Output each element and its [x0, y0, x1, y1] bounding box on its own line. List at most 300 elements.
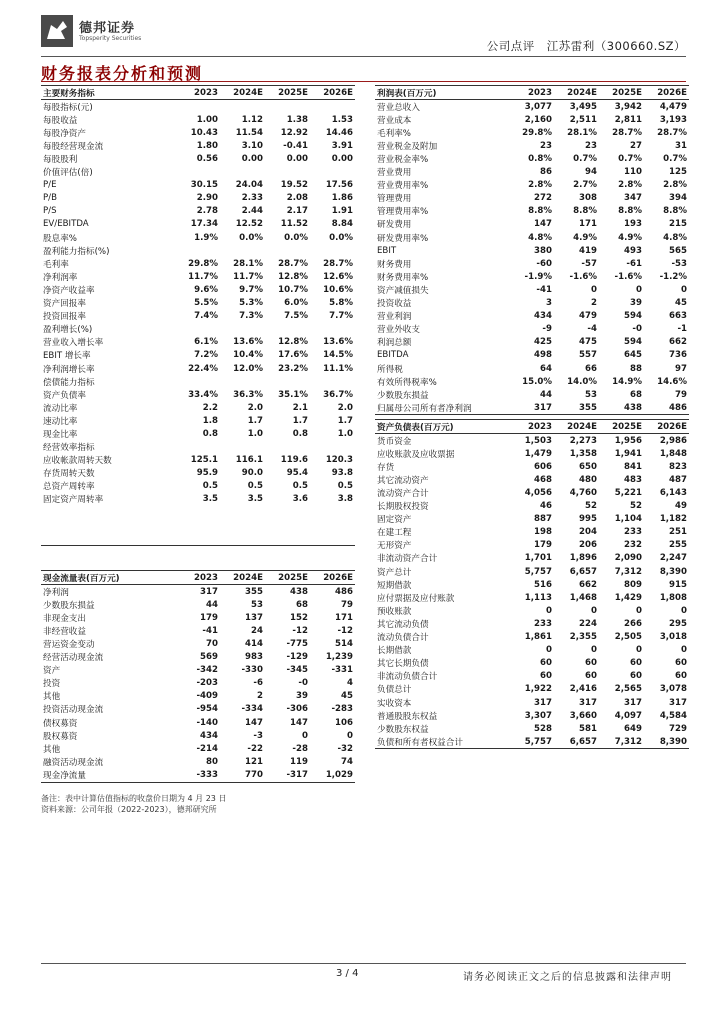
- cell-value: 49: [675, 501, 687, 512]
- cell-value: [310, 375, 355, 388]
- cell-value: 1.9%: [194, 232, 218, 243]
- cell-value: 8,390: [659, 566, 687, 577]
- cell-value: [310, 100, 355, 114]
- cell-value: 2,811: [614, 114, 642, 125]
- cell-value: 0.00: [331, 154, 353, 165]
- cell-value: 6,657: [569, 566, 597, 577]
- balance-sheet-table: [375, 419, 689, 749]
- column-header: 2024E: [554, 86, 599, 100]
- cell-value: 9.6%: [194, 284, 218, 295]
- row-label: 长期借款: [377, 646, 412, 657]
- table-row: [41, 624, 355, 637]
- cell-value: 3.6: [292, 494, 308, 505]
- cell-value: 88: [629, 363, 642, 374]
- cell-value: 13.6%: [323, 337, 353, 348]
- table-row: [41, 139, 355, 152]
- cell-value: 0: [681, 605, 687, 616]
- cell-value: 380: [534, 245, 552, 256]
- cell-value: 52: [584, 501, 597, 512]
- logo-icon: [41, 15, 73, 47]
- cell-value: [220, 441, 265, 454]
- cell-value: 0.5: [202, 481, 218, 492]
- row-label: 流动比率: [43, 403, 78, 414]
- cell-value: 0.0%: [284, 232, 308, 243]
- cell-value: 171: [579, 219, 597, 230]
- table-row: [375, 388, 689, 401]
- cell-value: 255: [669, 540, 687, 551]
- cell-value: 1,922: [524, 684, 552, 695]
- cell-value: 486: [644, 401, 689, 415]
- row-label: 债权募资: [43, 718, 78, 729]
- cell-value: 0.7%: [573, 154, 597, 165]
- section-title: 财务报表分析和预测: [41, 64, 204, 83]
- cell-value: 1.7: [337, 415, 353, 426]
- row-label: 投资收益: [377, 299, 412, 310]
- section-divider: [41, 81, 686, 82]
- row-label: 经营效率指标: [43, 443, 95, 454]
- cell-value: -4: [587, 324, 597, 335]
- cell-value: [310, 532, 355, 546]
- table-row: [41, 323, 355, 336]
- cell-value: 4,760: [569, 488, 597, 499]
- cell-value: 7,312: [614, 566, 642, 577]
- cell-value: 28.7%: [323, 258, 353, 269]
- cell-value: 2.78: [196, 206, 218, 217]
- cell-value: 2,986: [659, 435, 687, 446]
- cell-value: 60: [539, 671, 552, 682]
- cell-value: 14.9%: [612, 376, 642, 387]
- table-row: [41, 113, 355, 126]
- cell-value: 8.8%: [618, 206, 642, 217]
- cell-value: 1,239: [325, 652, 353, 663]
- row-label: 财务费用: [377, 259, 412, 270]
- cell-value: 0.0%: [239, 232, 263, 243]
- cell-value: 479: [579, 311, 597, 322]
- cell-value: 8.84: [331, 219, 353, 230]
- cell-value: 28.7%: [657, 127, 687, 138]
- column-header: 2024E: [554, 420, 599, 434]
- column-header: 2025E: [265, 86, 310, 100]
- cell-value: 5.3%: [239, 298, 263, 309]
- cell-value: 419: [579, 245, 597, 256]
- table-row: [375, 617, 689, 630]
- table-row: [375, 231, 689, 244]
- table-row: [41, 454, 355, 467]
- cell-value: 0.7%: [663, 154, 687, 165]
- cell-value: 22.4%: [188, 363, 218, 374]
- cell-value: 317: [200, 586, 218, 597]
- cell-value: 2.8%: [528, 180, 552, 191]
- key-metrics-table: [41, 85, 355, 546]
- cell-value: 1,896: [569, 553, 597, 564]
- cell-value: [175, 166, 220, 179]
- cell-value: 3: [545, 298, 552, 309]
- cell-value: 12.8%: [278, 271, 308, 282]
- cell-value: 31: [675, 140, 687, 151]
- table-row: [375, 139, 689, 152]
- column-header: 2025E: [599, 420, 644, 434]
- cell-value: 355: [245, 586, 263, 597]
- cell-value: 770: [220, 768, 265, 782]
- cell-value: 60: [629, 671, 642, 682]
- table-row: [41, 427, 355, 440]
- table-row: [375, 205, 689, 218]
- cell-value: 317: [669, 697, 687, 708]
- cell-value: 528: [534, 723, 552, 734]
- row-label: P/B: [43, 193, 57, 204]
- cell-value: 317: [624, 697, 642, 708]
- row-label: 价值评估(倍): [43, 168, 93, 179]
- cell-value: -1.6%: [614, 271, 642, 282]
- cell-value: 74: [341, 756, 353, 767]
- row-label: 所得税: [377, 364, 403, 375]
- column-header: 2023: [175, 571, 220, 585]
- cell-value: 45: [675, 298, 687, 309]
- cell-value: 487: [669, 474, 687, 485]
- cell-value: 4.9%: [573, 232, 597, 243]
- cell-value: 2.90: [196, 193, 218, 204]
- cell-value: 125: [669, 167, 687, 178]
- cell-value: -203: [196, 678, 218, 689]
- table-row: [41, 755, 355, 768]
- row-label: 非经营收益: [43, 626, 86, 637]
- table-row: [375, 500, 689, 513]
- footer-divider: [41, 963, 686, 964]
- cell-value: 4,097: [614, 710, 642, 721]
- cell-value: 729: [669, 723, 687, 734]
- row-label: [41, 519, 175, 532]
- row-label: 营业税金率%: [377, 155, 429, 166]
- cell-value: 53: [584, 389, 597, 400]
- cell-value: 11.1%: [323, 363, 353, 374]
- cell-value: 121: [245, 756, 263, 767]
- cell-value: 483: [624, 474, 642, 485]
- cell-value: 116.1: [235, 455, 263, 466]
- cell-value: 581: [579, 723, 597, 734]
- cell-value: [265, 519, 310, 532]
- cell-value: 171: [335, 612, 353, 623]
- cell-value: [265, 244, 310, 257]
- cell-value: 3,942: [614, 101, 642, 112]
- cell-value: 915: [669, 579, 687, 590]
- cell-value: 8.8%: [528, 206, 552, 217]
- row-label: 营业收入增长率: [43, 338, 104, 349]
- cell-value: 93.8: [331, 468, 353, 479]
- table-row: [375, 113, 689, 126]
- table-row: [375, 722, 689, 735]
- cell-value: 594: [624, 337, 642, 348]
- cell-value: -12: [292, 625, 308, 636]
- cell-value: [175, 506, 220, 519]
- row-label: 净利润增长率: [43, 364, 95, 375]
- row-label: [41, 532, 175, 546]
- table-row: [375, 696, 689, 709]
- cell-value: [175, 441, 220, 454]
- cell-value: 80: [205, 756, 218, 767]
- cell-value: 29.8%: [522, 127, 552, 138]
- cell-value: 1.0: [247, 428, 263, 439]
- cell-value: -57: [581, 258, 597, 269]
- cell-value: 5,757: [524, 566, 552, 577]
- cell-value: 1,429: [614, 592, 642, 603]
- table-row: [41, 401, 355, 414]
- cell-value: 206: [579, 540, 597, 551]
- cell-value: 1,861: [524, 632, 552, 643]
- table-row: [41, 244, 355, 257]
- row-label: 营业外收支: [377, 325, 420, 336]
- cell-value: 7.5%: [284, 311, 308, 322]
- cell-value: 0.5: [337, 481, 353, 492]
- cell-value: 4,056: [524, 488, 552, 499]
- table-row: [41, 677, 355, 690]
- cell-value: 317: [534, 697, 552, 708]
- row-label: 非现金支出: [43, 613, 86, 624]
- column-header: 2026E: [310, 571, 355, 585]
- cell-value: 2.2: [202, 402, 218, 413]
- row-label: 有效所得税率%: [377, 377, 437, 388]
- table-title: 利润表(百万元): [375, 86, 509, 100]
- cell-value: 125.1: [190, 455, 218, 466]
- cell-value: 4.8%: [663, 232, 687, 243]
- row-label: 毛利率: [43, 259, 69, 270]
- cell-value: 3.8: [337, 494, 353, 505]
- cell-value: 90.0: [241, 468, 263, 479]
- cell-value: 28.1%: [567, 127, 597, 138]
- table-row: [375, 473, 689, 486]
- cell-value: 14.0%: [567, 376, 597, 387]
- cell-value: 317: [509, 401, 554, 415]
- cell-value: 983: [245, 652, 263, 663]
- cell-value: 5,221: [614, 488, 642, 499]
- cell-value: -342: [196, 665, 218, 676]
- table-row: [375, 218, 689, 231]
- table-row: [375, 336, 689, 349]
- cell-value: 137: [245, 612, 263, 623]
- row-label: 少数股东损益: [43, 600, 95, 611]
- cell-value: 215: [669, 219, 687, 230]
- cell-value: 1,941: [614, 448, 642, 459]
- cell-value: 3.91: [331, 140, 353, 151]
- row-label: 存货周转天数: [43, 469, 95, 480]
- cell-value: 1.80: [196, 140, 218, 151]
- cell-value: 3.5: [202, 494, 218, 505]
- cell-value: 6.1%: [194, 337, 218, 348]
- row-label: 无形资产: [377, 541, 412, 552]
- cell-value: 95.9: [196, 468, 218, 479]
- table-row: [41, 166, 355, 179]
- row-label: 少数股东权益: [377, 724, 429, 735]
- cell-value: 147: [245, 717, 263, 728]
- row-label: 经营活动现金流: [43, 653, 104, 664]
- cell-value: [175, 100, 220, 114]
- cell-value: 14.6%: [657, 376, 687, 387]
- cell-value: 0: [681, 645, 687, 656]
- cell-value: 7.7%: [329, 311, 353, 322]
- cell-value: 10.7%: [278, 284, 308, 295]
- cell-value: 0.8: [292, 428, 308, 439]
- cell-value: 514: [335, 639, 353, 650]
- table-title: 主要财务指标: [41, 86, 175, 100]
- row-label: 短期借款: [377, 580, 412, 591]
- cell-value: -330: [241, 665, 263, 676]
- cell-value: 204: [579, 527, 597, 538]
- cell-value: 13.6%: [233, 337, 263, 348]
- cell-value: 0.5: [247, 481, 263, 492]
- cell-value: 198: [534, 527, 552, 538]
- cell-value: 19.52: [280, 180, 308, 191]
- cell-value: 0.00: [286, 154, 308, 165]
- row-label: 存货: [377, 462, 395, 473]
- cell-value: 486: [335, 586, 353, 597]
- cell-value: 7.3%: [239, 311, 263, 322]
- row-label: 净利润率: [43, 272, 78, 283]
- row-label: 长期股权投资: [377, 502, 429, 513]
- cell-value: 6.0%: [284, 298, 308, 309]
- cell-value: 1,182: [659, 514, 687, 525]
- cell-value: [265, 375, 310, 388]
- table-row: [375, 552, 689, 565]
- cell-value: 1,104: [614, 514, 642, 525]
- cell-value: -140: [196, 717, 218, 728]
- row-label: 投资: [43, 679, 61, 690]
- column-header: 2026E: [310, 86, 355, 100]
- cell-value: 475: [579, 337, 597, 348]
- cell-value: 887: [534, 514, 552, 525]
- cell-value: 2.0: [337, 402, 353, 413]
- cell-value: 9.7%: [239, 284, 263, 295]
- cell-value: 147: [290, 717, 308, 728]
- column-header: 2024E: [220, 571, 265, 585]
- cell-value: 0: [590, 645, 597, 656]
- cell-value: 0: [635, 284, 642, 295]
- row-label: 资产减值损失: [377, 285, 429, 296]
- cell-value: 60: [675, 658, 687, 669]
- table-row: [375, 434, 689, 448]
- cell-value: 0: [681, 284, 687, 295]
- cell-value: -345: [286, 665, 308, 676]
- table-row: [375, 565, 689, 578]
- table-row: [375, 362, 689, 375]
- cell-value: -61: [626, 258, 642, 269]
- cell-value: -53: [671, 258, 687, 269]
- row-label: 负债和所有者权益合计: [375, 735, 509, 749]
- cell-value: 44: [539, 389, 552, 400]
- cell-value: -6: [253, 678, 263, 689]
- cell-value: 4,479: [659, 101, 687, 112]
- table-row: [375, 526, 689, 539]
- cell-value: 0: [590, 284, 597, 295]
- row-label: 总资产周转率: [43, 482, 95, 493]
- table-row: [41, 506, 355, 519]
- row-label: 营业税金及附加: [377, 141, 438, 152]
- cell-value: 1,029: [310, 768, 355, 782]
- table-row: [41, 441, 355, 454]
- cell-value: 662: [579, 579, 597, 590]
- column-header: 2023: [509, 420, 554, 434]
- row-label: 其他: [43, 744, 61, 755]
- table-row: [375, 657, 689, 670]
- cell-value: 6,143: [659, 488, 687, 499]
- row-label: P/E: [43, 180, 57, 191]
- table-row: [41, 768, 355, 782]
- table-row: [375, 578, 689, 591]
- cell-value: 394: [669, 193, 687, 204]
- table-row: [375, 683, 689, 696]
- cell-value: 2.1: [292, 402, 308, 413]
- table-row: [41, 297, 355, 310]
- table-row: [375, 152, 689, 165]
- cell-value: 6,657: [554, 735, 599, 749]
- cell-value: 606: [534, 461, 552, 472]
- cell-value: 2,355: [569, 632, 597, 643]
- cell-value: 295: [669, 618, 687, 629]
- row-label: 现金净流量: [41, 768, 175, 782]
- cell-value: 8.8%: [573, 206, 597, 217]
- cell-value: 0.8: [202, 428, 218, 439]
- table-row: [41, 349, 355, 362]
- cell-value: 0.7%: [618, 154, 642, 165]
- row-label: 投资活动现金流: [43, 705, 104, 716]
- cell-value: [220, 375, 265, 388]
- cell-value: 0.5: [292, 481, 308, 492]
- row-label: 流动资产合计: [377, 489, 429, 500]
- table-row: [41, 742, 355, 755]
- cell-value: [310, 244, 355, 257]
- cell-value: 119: [290, 756, 308, 767]
- cell-value: 2,511: [569, 114, 597, 125]
- cell-value: 1.91: [331, 206, 353, 217]
- cell-value: 272: [534, 193, 552, 204]
- row-label: 偿债能力指标: [43, 377, 95, 388]
- row-label: EBIT: [377, 245, 397, 256]
- cell-value: 2,565: [614, 684, 642, 695]
- cell-value: 434: [534, 311, 552, 322]
- row-label: 每股股利: [43, 155, 78, 166]
- cell-value: 1,956: [614, 435, 642, 446]
- column-header: 2024E: [220, 86, 265, 100]
- table-row: [41, 414, 355, 427]
- table-row: [375, 447, 689, 460]
- cell-value: 70: [205, 639, 218, 650]
- table-row: [41, 480, 355, 493]
- cell-value: [175, 244, 220, 257]
- cell-value: 2,160: [524, 114, 552, 125]
- row-label: 非流动资产合计: [377, 554, 438, 565]
- table-row: [41, 205, 355, 218]
- row-label: 流动负债合计: [377, 633, 429, 644]
- cell-value: 3,495: [569, 101, 597, 112]
- cell-value: 1,358: [569, 448, 597, 459]
- row-label: 利润总额: [377, 338, 412, 349]
- table-row: [41, 703, 355, 716]
- cell-value: 28.7%: [612, 127, 642, 138]
- cell-value: [220, 506, 265, 519]
- cell-value: -334: [241, 704, 263, 715]
- cell-value: [220, 519, 265, 532]
- table-row: [375, 257, 689, 270]
- row-label: 营业费用: [377, 168, 412, 179]
- cell-value: -317: [265, 768, 310, 782]
- cell-value: 193: [624, 219, 642, 230]
- row-label: 毛利率%: [377, 128, 411, 139]
- cell-value: 66: [584, 363, 597, 374]
- cell-value: -306: [286, 704, 308, 715]
- row-label: 其它流动负债: [377, 619, 429, 630]
- cell-value: 1,503: [524, 435, 552, 446]
- cell-value: 23.2%: [278, 363, 308, 374]
- cell-value: 594: [624, 311, 642, 322]
- table-row: [375, 126, 689, 139]
